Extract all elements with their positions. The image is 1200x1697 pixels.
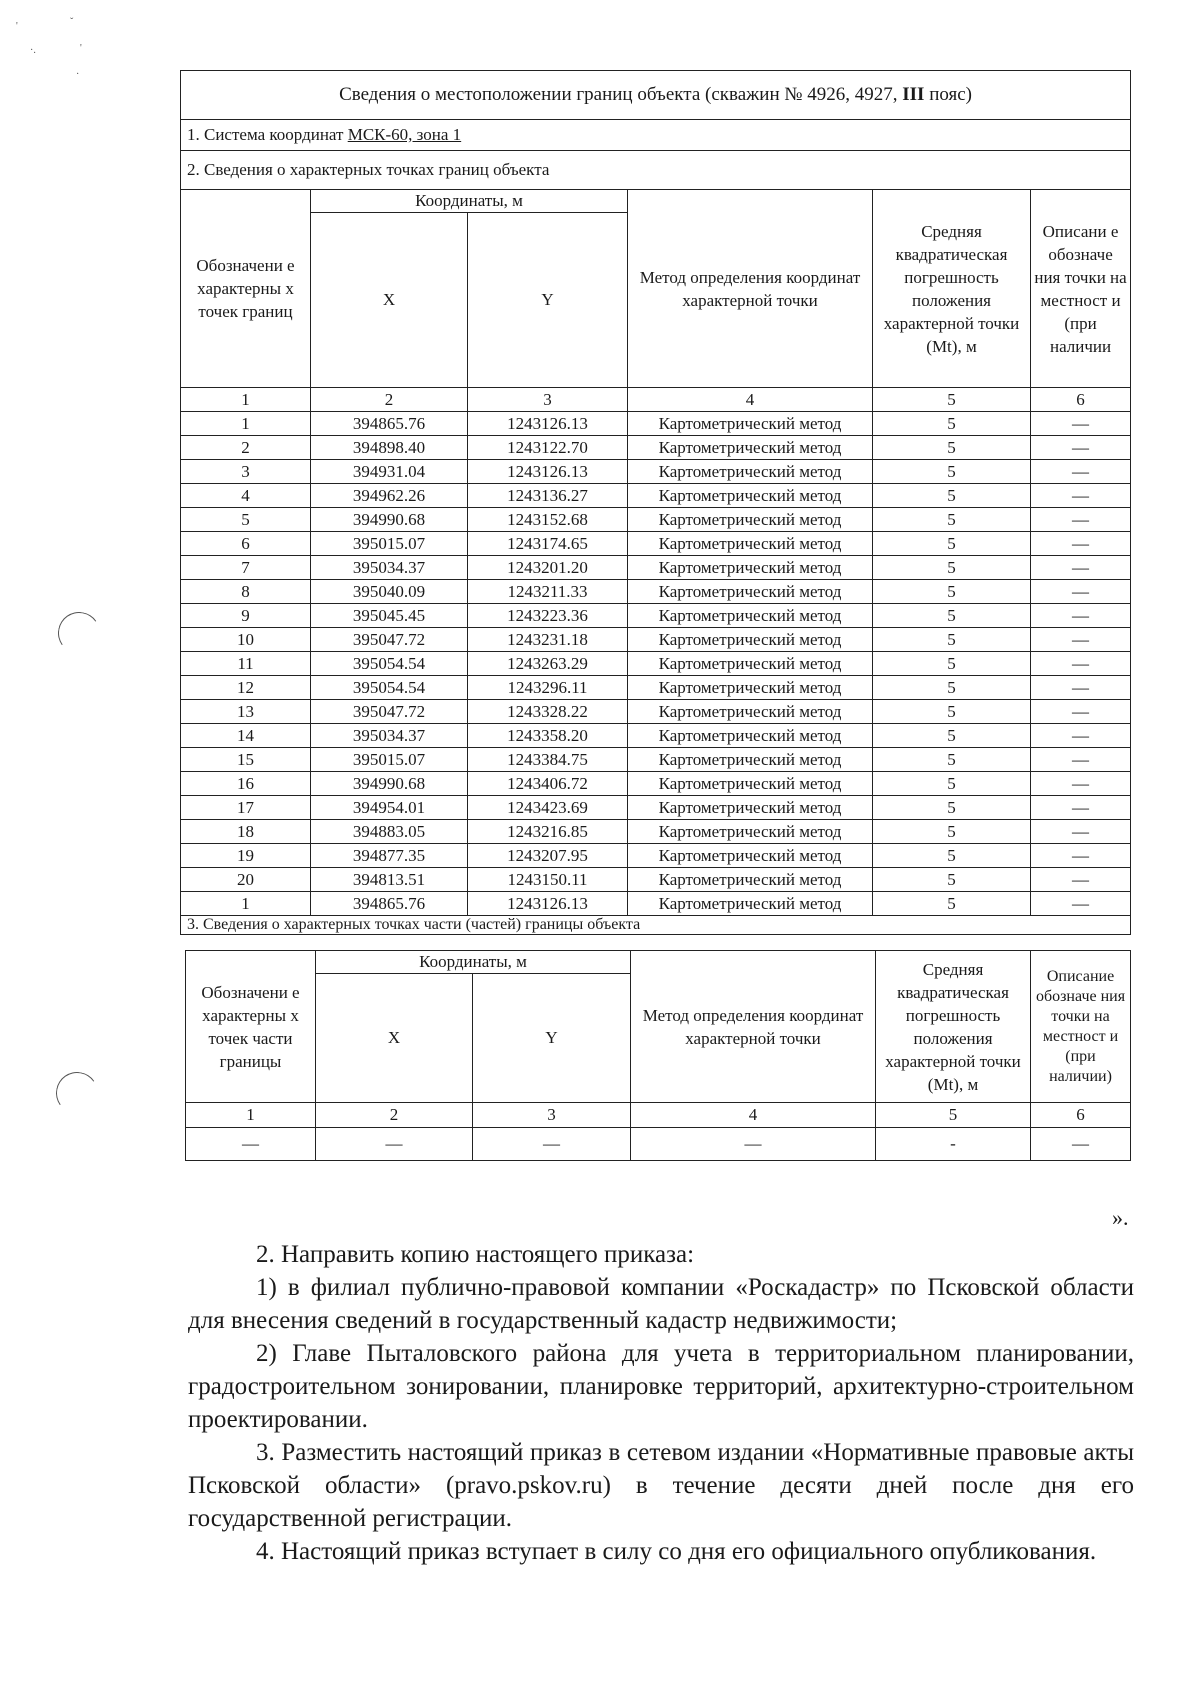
coord-x: 394865.76 xyxy=(311,412,468,436)
method: Картометрический метод xyxy=(628,820,873,844)
table-title-belt-numeral: III xyxy=(902,84,925,105)
paragraph-3: 3. Разместить настоящий приказ в сетевом издании «Нормативные правовые акты Псковской области» (pravo.pskov.ru) в течение десяти дней после дня его государственной регистрации. xyxy=(188,1439,1134,1532)
empty-cell: — xyxy=(473,1128,631,1161)
empty-row xyxy=(186,1128,1131,1161)
coord-y: 1243406.72 xyxy=(468,772,628,796)
method: Картометрический метод xyxy=(628,580,873,604)
column-number: 5 xyxy=(873,388,1031,412)
coord-y: 1243126.13 xyxy=(468,412,628,436)
coord-y: 1243122.70 xyxy=(468,436,628,460)
table-row xyxy=(181,892,1131,916)
description: — xyxy=(1031,460,1131,484)
coord-y: 1243223.36 xyxy=(468,604,628,628)
column-number: 4 xyxy=(631,1103,876,1128)
column-number: 3 xyxy=(468,388,628,412)
description: — xyxy=(1031,820,1131,844)
point-number: 10 xyxy=(181,628,311,652)
coord-y: 1243201.20 xyxy=(468,556,628,580)
accuracy: 5 xyxy=(873,724,1031,748)
description: — xyxy=(1031,412,1131,436)
coord-y: 1243152.68 xyxy=(468,508,628,532)
method: Картометрический метод xyxy=(628,724,873,748)
point-number: 7 xyxy=(181,556,311,580)
column-number: 2 xyxy=(311,388,468,412)
coord-x: 394883.05 xyxy=(311,820,468,844)
method: Картометрический метод xyxy=(628,460,873,484)
scan-speck: · xyxy=(76,69,80,80)
table-row xyxy=(181,604,1131,628)
coord-x: 395034.37 xyxy=(311,724,468,748)
description: — xyxy=(1031,772,1131,796)
coord-y: 1243126.13 xyxy=(468,892,628,916)
boundary-points-table xyxy=(180,70,1131,935)
description: — xyxy=(1031,628,1131,652)
accuracy: 5 xyxy=(873,604,1031,628)
empty-cell: - xyxy=(876,1128,1031,1161)
point-number: 8 xyxy=(181,580,311,604)
table-row xyxy=(181,436,1131,460)
accuracy: 5 xyxy=(873,796,1031,820)
table-title xyxy=(181,71,1131,120)
column-number: 4 xyxy=(628,388,873,412)
coord-x: 394954.01 xyxy=(311,796,468,820)
accuracy: 5 xyxy=(873,580,1031,604)
method: Картометрический метод xyxy=(628,844,873,868)
coord-x: 394865.76 xyxy=(311,892,468,916)
closing-quote: ». xyxy=(1112,1205,1129,1230)
point-number: 14 xyxy=(181,724,311,748)
scan-speck: ' xyxy=(16,21,18,32)
method: Картометрический метод xyxy=(628,652,873,676)
section-3-heading: 3. Сведения о характерных точках части (частей) границы объекта xyxy=(181,916,1131,935)
table-row xyxy=(181,508,1131,532)
accuracy: 5 xyxy=(873,484,1031,508)
coord-x: 395015.07 xyxy=(311,748,468,772)
coord-y: 1243296.11 xyxy=(468,676,628,700)
empty-cell: — xyxy=(631,1128,876,1161)
accuracy: 5 xyxy=(873,652,1031,676)
header-designation: Обозначени е характерны х точек границ xyxy=(181,190,311,388)
coord-x: 395054.54 xyxy=(311,676,468,700)
table-row xyxy=(181,868,1131,892)
point-number: 20 xyxy=(181,868,311,892)
description: — xyxy=(1031,484,1131,508)
header-coordinates: Координаты, м xyxy=(316,951,631,974)
empty-cell: — xyxy=(186,1128,316,1161)
scan-speck: ˇ xyxy=(70,17,74,28)
method: Картометрический метод xyxy=(628,892,873,916)
point-number: 5 xyxy=(181,508,311,532)
method: Картометрический метод xyxy=(628,628,873,652)
table-row xyxy=(181,724,1131,748)
description: — xyxy=(1031,580,1131,604)
coord-x: 395054.54 xyxy=(311,652,468,676)
description: — xyxy=(1031,676,1131,700)
point-number: 9 xyxy=(181,604,311,628)
description: — xyxy=(1031,868,1131,892)
description: — xyxy=(1031,604,1131,628)
column-number: 1 xyxy=(186,1103,316,1128)
accuracy: 5 xyxy=(873,676,1031,700)
accuracy: 5 xyxy=(873,436,1031,460)
description: — xyxy=(1031,724,1131,748)
method: Картометрический метод xyxy=(628,412,873,436)
coord-y: 1243216.85 xyxy=(468,820,628,844)
accuracy: 5 xyxy=(873,628,1031,652)
paragraph-2-2: 2) Главе Пыталовского района для учета в территориальном планировании, градостроительном зонировании, планировке территорий, архитектурно-строительном проектировании. xyxy=(188,1340,1134,1433)
table-title-text: Сведения о местоположении границ объекта (скважин № 4926, 4927, xyxy=(339,84,903,105)
coord-y: 1243358.20 xyxy=(468,724,628,748)
accuracy: 5 xyxy=(873,508,1031,532)
table-title-suffix: пояс) xyxy=(924,84,972,105)
empty-cell: — xyxy=(1031,1128,1131,1161)
column-number: 3 xyxy=(473,1103,631,1128)
table-row xyxy=(181,580,1131,604)
coord-x: 394931.04 xyxy=(311,460,468,484)
header-coordinates: Координаты, м xyxy=(311,190,628,213)
coord-x: 395047.72 xyxy=(311,628,468,652)
table-row xyxy=(181,772,1131,796)
accuracy: 5 xyxy=(873,460,1031,484)
coord-y: 1243150.11 xyxy=(468,868,628,892)
method: Картометрический метод xyxy=(628,868,873,892)
method: Картометрический метод xyxy=(628,796,873,820)
coord-x: 395047.72 xyxy=(311,700,468,724)
point-number: 17 xyxy=(181,796,311,820)
coord-x: 394813.51 xyxy=(311,868,468,892)
accuracy: 5 xyxy=(873,892,1031,916)
table-row xyxy=(181,628,1131,652)
scan-speck: ' xyxy=(80,43,82,54)
accuracy: 5 xyxy=(873,844,1031,868)
point-number: 1 xyxy=(181,892,311,916)
coordinate-system-row xyxy=(181,120,1131,151)
column-numbers-row xyxy=(186,1103,1131,1128)
point-number: 13 xyxy=(181,700,311,724)
description: — xyxy=(1031,532,1131,556)
method: Картометрический метод xyxy=(628,604,873,628)
accuracy: 5 xyxy=(873,532,1031,556)
method: Картометрический метод xyxy=(628,532,873,556)
method: Картометрический метод xyxy=(628,700,873,724)
method: Картометрический метод xyxy=(628,772,873,796)
table-row xyxy=(181,412,1131,436)
empty-cell: — xyxy=(316,1128,473,1161)
table-row xyxy=(181,460,1131,484)
scan-speck: ·. xyxy=(30,45,36,56)
table-row xyxy=(181,532,1131,556)
description: — xyxy=(1031,748,1131,772)
coord-x: 394990.68 xyxy=(311,508,468,532)
hole-punch-mark xyxy=(55,609,104,658)
accuracy: 5 xyxy=(873,556,1031,580)
column-number: 6 xyxy=(1031,388,1131,412)
accuracy: 5 xyxy=(873,772,1031,796)
coord-x: 394898.40 xyxy=(311,436,468,460)
description: — xyxy=(1031,508,1131,532)
hole-punch-mark xyxy=(53,1069,102,1118)
coord-x: 395015.07 xyxy=(311,532,468,556)
point-number: 16 xyxy=(181,772,311,796)
point-number: 12 xyxy=(181,676,311,700)
description: — xyxy=(1031,436,1131,460)
header-accuracy: Средняя квадратическая погрешность положения характерной точки (Мt), м xyxy=(873,190,1031,388)
point-number: 18 xyxy=(181,820,311,844)
coord-y: 1243384.75 xyxy=(468,748,628,772)
point-number: 1 xyxy=(181,412,311,436)
point-number: 3 xyxy=(181,460,311,484)
header-y: Y xyxy=(468,213,628,388)
description: — xyxy=(1031,844,1131,868)
header-description: Описание обозначе ния точки на местност и (при наличии) xyxy=(1031,951,1131,1103)
table-row xyxy=(181,652,1131,676)
coord-x: 395045.45 xyxy=(311,604,468,628)
accuracy: 5 xyxy=(873,820,1031,844)
point-number: 4 xyxy=(181,484,311,508)
coord-x: 395040.09 xyxy=(311,580,468,604)
method: Картометрический метод xyxy=(628,436,873,460)
coord-y: 1243211.33 xyxy=(468,580,628,604)
coord-x: 395034.37 xyxy=(311,556,468,580)
description: — xyxy=(1031,556,1131,580)
point-number: 6 xyxy=(181,532,311,556)
header-description: Описани е обозначе ния точки на местност и (при наличии xyxy=(1031,190,1131,388)
point-number: 15 xyxy=(181,748,311,772)
point-number: 11 xyxy=(181,652,311,676)
description: — xyxy=(1031,652,1131,676)
table-row xyxy=(181,820,1131,844)
method: Картометрический метод xyxy=(628,748,873,772)
column-numbers-row xyxy=(181,388,1131,412)
table-row xyxy=(181,796,1131,820)
description: — xyxy=(1031,796,1131,820)
header-designation: Обозначени е характерны х точек части границы xyxy=(186,951,316,1103)
coord-y: 1243136.27 xyxy=(468,484,628,508)
coord-y: 1243126.13 xyxy=(468,460,628,484)
method: Картометрический метод xyxy=(628,676,873,700)
table-row xyxy=(181,844,1131,868)
column-number: 5 xyxy=(876,1103,1031,1128)
coord-y: 1243263.29 xyxy=(468,652,628,676)
header-method: Метод определения координат характерной точки xyxy=(631,951,876,1103)
paragraph-2-1: 1) в филиал публично-правовой компании «Роскадастр» по Псковской области для внесения сведений в государственный кадастр недвижимости; xyxy=(188,1274,1134,1334)
coord-x: 394990.68 xyxy=(311,772,468,796)
method: Картометрический метод xyxy=(628,484,873,508)
method: Картометрический метод xyxy=(628,508,873,532)
header-x: X xyxy=(316,974,473,1103)
accuracy: 5 xyxy=(873,700,1031,724)
point-number: 19 xyxy=(181,844,311,868)
header-y: Y xyxy=(473,974,631,1103)
coordinate-system-label: 1. Система координат xyxy=(187,125,348,144)
point-number: 2 xyxy=(181,436,311,460)
header-accuracy: Средняя квадратическая погрешность положения характерной точки (Мt), м xyxy=(876,951,1031,1103)
column-number: 6 xyxy=(1031,1103,1131,1128)
section-2-heading: 2. Сведения о характерных точках границ объекта xyxy=(181,151,1131,190)
coord-y: 1243174.65 xyxy=(468,532,628,556)
coord-y: 1243328.22 xyxy=(468,700,628,724)
coordinate-system-value: МСК-60, зона 1 xyxy=(347,125,462,144)
method: Картометрический метод xyxy=(628,556,873,580)
part-boundary-points-table xyxy=(185,950,1131,1161)
paragraph-4: 4. Настоящий приказ вступает в силу со дня его официального опубликования. xyxy=(256,1538,1097,1565)
accuracy: 5 xyxy=(873,748,1031,772)
table-row xyxy=(181,700,1131,724)
table-row xyxy=(181,556,1131,580)
coord-y: 1243423.69 xyxy=(468,796,628,820)
header-x: X xyxy=(311,213,468,388)
column-number: 1 xyxy=(181,388,311,412)
coord-x: 394962.26 xyxy=(311,484,468,508)
accuracy: 5 xyxy=(873,412,1031,436)
coord-x: 394877.35 xyxy=(311,844,468,868)
header-method: Метод определения координат характерной точки xyxy=(628,190,873,388)
coord-y: 1243231.18 xyxy=(468,628,628,652)
description: — xyxy=(1031,700,1131,724)
table-row xyxy=(181,484,1131,508)
paragraph-2: 2. Направить копию настоящего приказа: xyxy=(256,1241,695,1268)
description: — xyxy=(1031,892,1131,916)
coord-y: 1243207.95 xyxy=(468,844,628,868)
accuracy: 5 xyxy=(873,868,1031,892)
table-row xyxy=(181,748,1131,772)
table-row xyxy=(181,676,1131,700)
column-number: 2 xyxy=(316,1103,473,1128)
